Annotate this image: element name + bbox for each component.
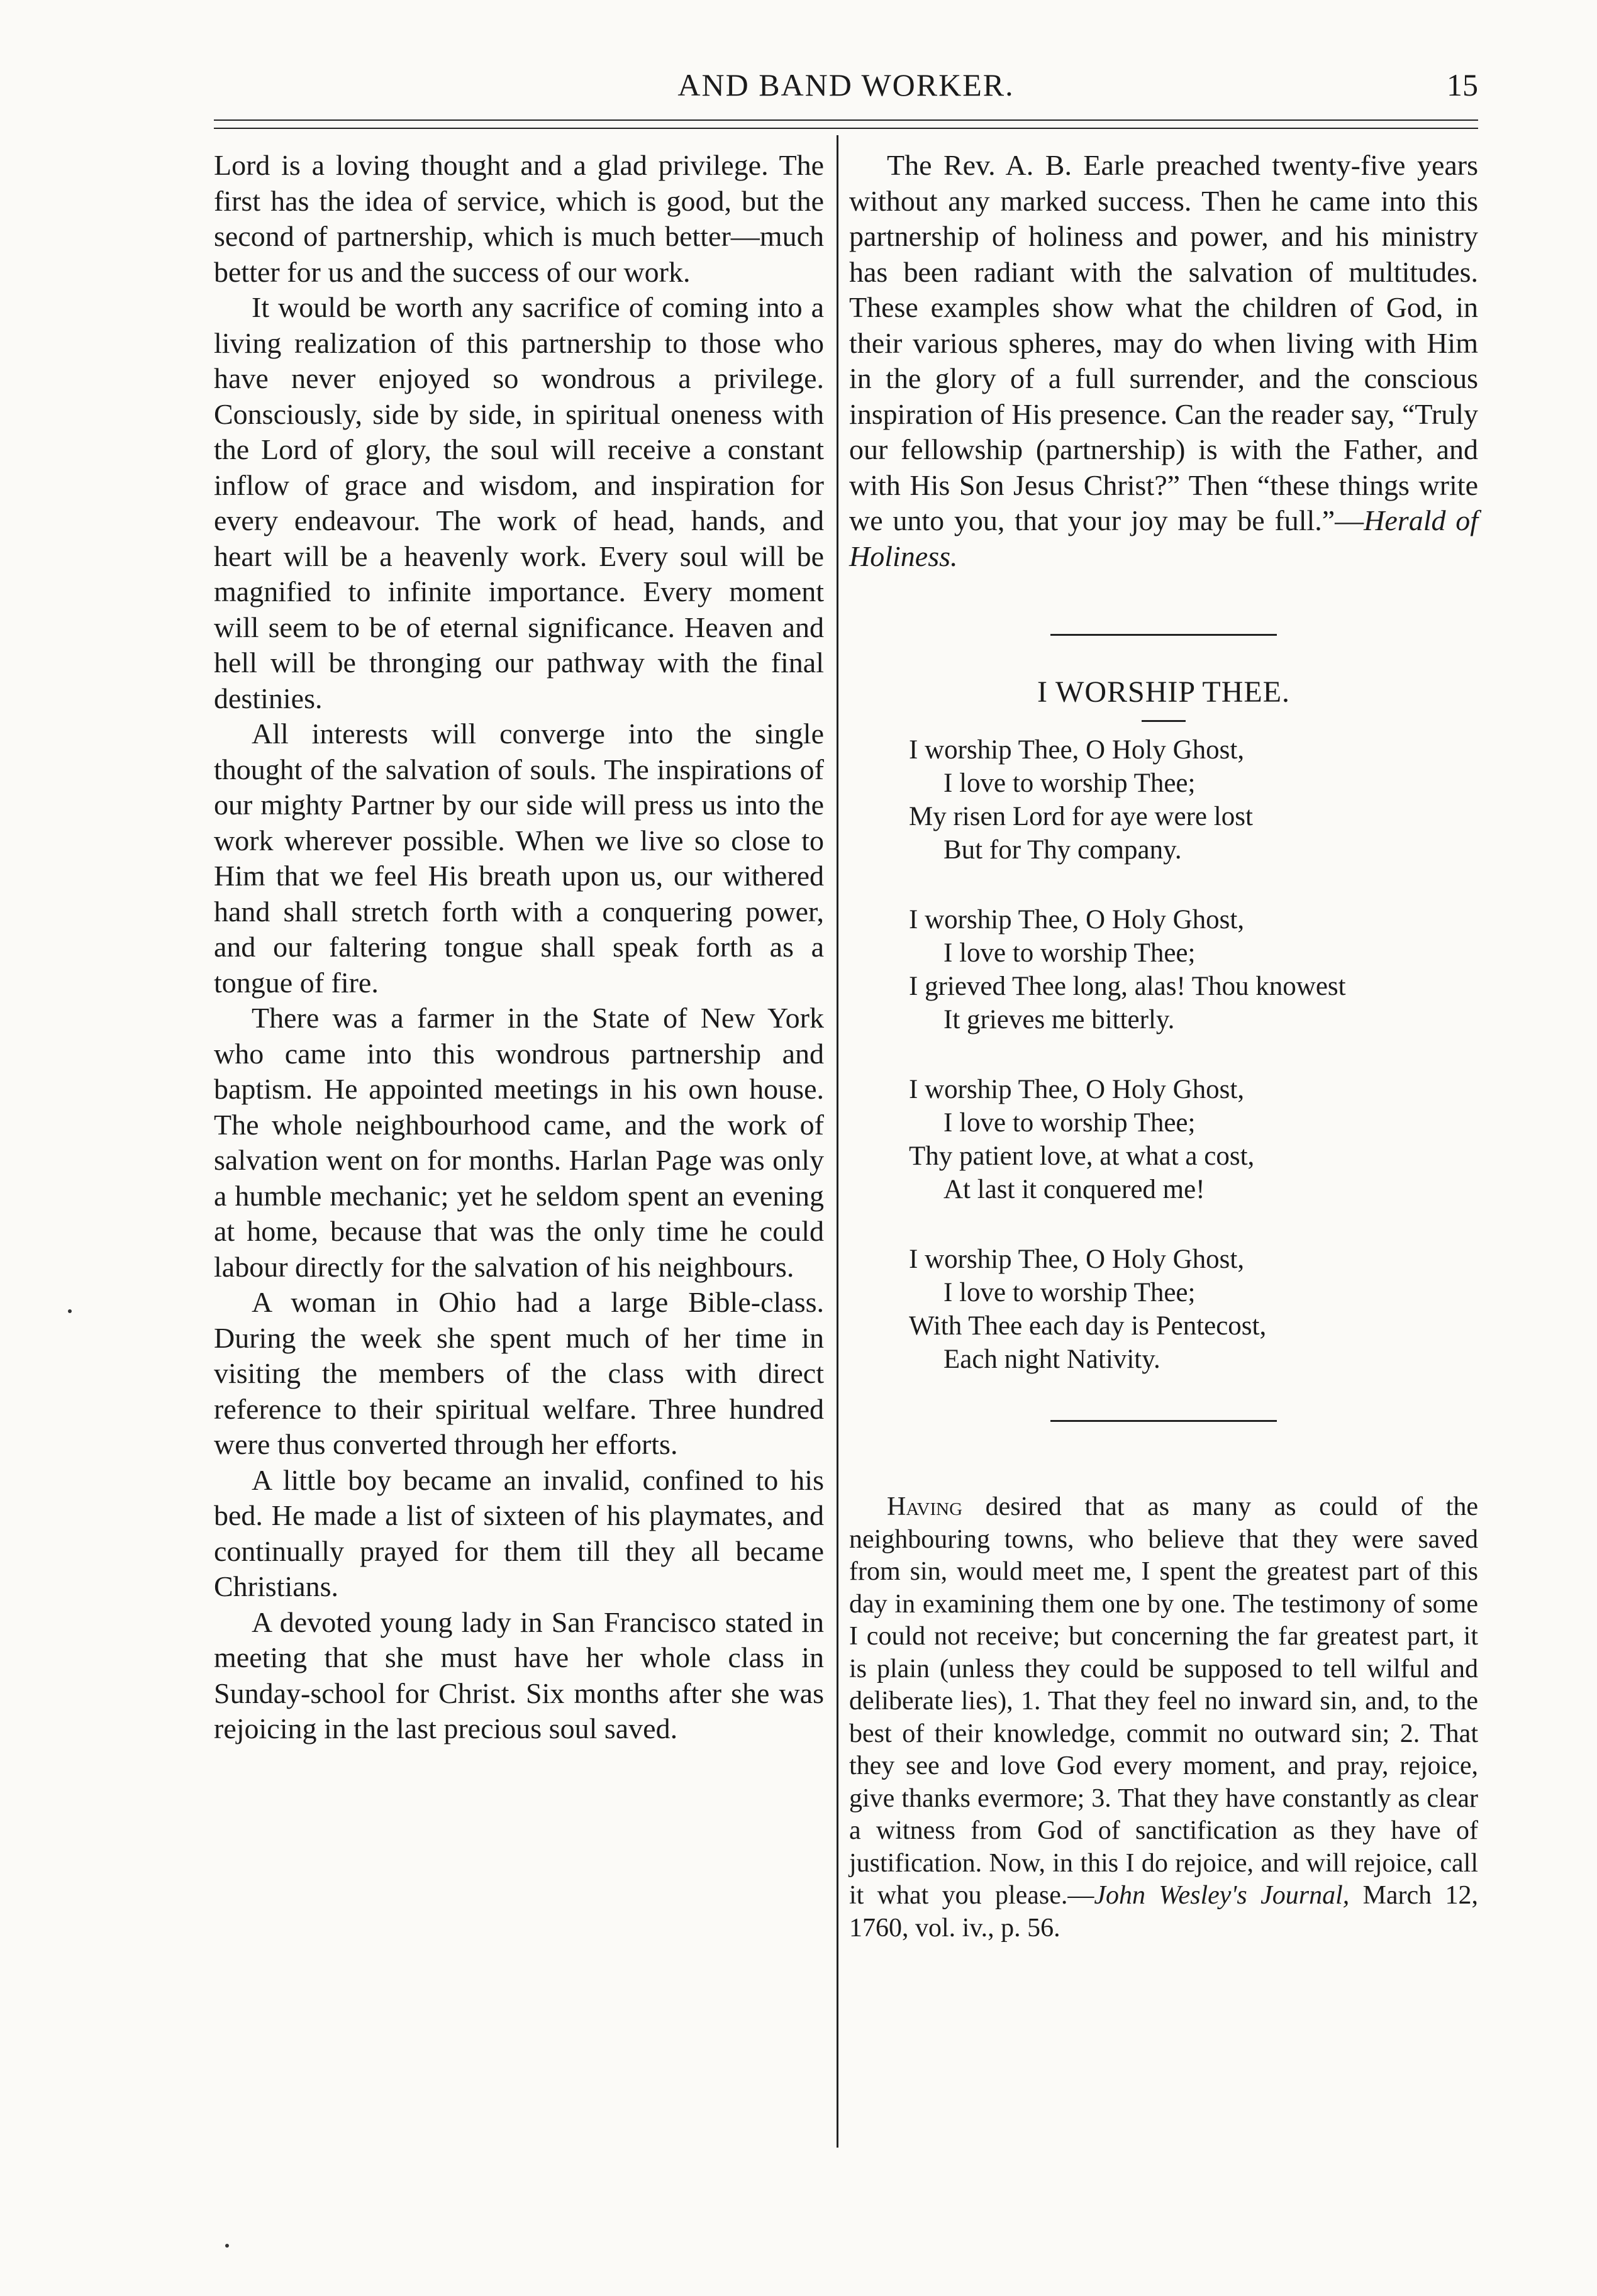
wesley-extract: [849, 1491, 1478, 1944]
poem-line: I love to worship Thee;: [943, 1278, 1196, 1307]
column-divider: [837, 135, 838, 2148]
poem-line: But for Thy company.: [943, 835, 1182, 865]
page-number: 15: [1447, 67, 1478, 103]
source-author: John Wesley's: [1094, 1881, 1247, 1910]
source-citation: Herald of Holiness.: [849, 504, 1478, 572]
poem-title-rule: [1142, 720, 1186, 722]
poem-line: I love to worship Thee;: [943, 938, 1196, 968]
source-details: March 12, 1760, vol. iv., p. 56.: [849, 1881, 1479, 1943]
header-rule-lower: [214, 128, 1478, 129]
poem-line: I love to worship Thee;: [943, 1108, 1196, 1138]
poem-line: It grieves me bitterly.: [943, 1005, 1175, 1034]
stanza: [909, 1073, 1478, 1206]
paragraph: It would be worth any sacrifice of coming into a living realization of this partnership to those who have never enjoyed so wondrous a privilege. Consciously, side by side, in spiritual oneness with the Lord of glory, the soul will receive a constant inflow of grace and wisdom, and inspiration for every endeavour. The work of head, hands, and heart will be a heavenly work. Every soul will be magnified to infinite importance. Every moment will seem to be of eternal significance. Heaven and hell will be thronging our pathway with the final destinies.: [214, 291, 824, 714]
poem-line: Each night Nativity.: [943, 1345, 1160, 1374]
paragraph-text: The Rev. A. B. Earle preached twenty-five years without any marked success. Then he came into this partnership of holiness and power, and his ministry has been radiant with the salvation of multitudes. These examples show what the children of God, in their various spheres, may do when living with Him in the glory of a full surrender, and the conscious inspiration of His presence. Can the reader say, “Truly our fellowship (partnership) is with the Father, and with His Son Jesus Christ?” Then “these things write we unto you, that your joy may be full.”—: [849, 149, 1478, 536]
poem-line: Thy patient love, at what a cost,: [909, 1141, 1255, 1171]
paragraph: Lord is a loving thought and a glad privilege. The first has the idea of service, which is good, but the second of partnership, which is much better—much better for us and the success of our work.: [214, 149, 824, 288]
poem-line: With Thee each day is Pentecost,: [909, 1311, 1267, 1341]
poem-line: I worship Thee, O Holy Ghost,: [909, 905, 1245, 934]
poem-line: At last it conquered me!: [943, 1175, 1205, 1204]
paragraph: A devoted young lady in San Francisco stated in meeting that she must have her whole class in Sunday-school for Christ. Six months after she was rejoicing in the last precious soul saved.: [214, 1606, 824, 1744]
paragraph: All interests will converge into the single thought of the salvation of souls. The inspirations of our mighty Partner by our side will press us into the work wherever possible. When we live so close to Him that we feel His breath upon us, our withered hand shall stretch forth with a conquering power, and our faltering tongue shall speak forth as a tongue of fire.: [214, 718, 824, 999]
poem-line: I worship Thee, O Holy Ghost,: [909, 1075, 1245, 1104]
section-rule: [1050, 634, 1277, 636]
print-speck: [225, 2244, 229, 2248]
poem-line: I love to worship Thee;: [943, 768, 1196, 798]
extract-lead-word: Having: [887, 1492, 963, 1521]
right-column: [849, 148, 1478, 1944]
poem-line: My risen Lord for aye were lost: [909, 802, 1253, 831]
source-work: Journal,: [1260, 1881, 1350, 1910]
paragraph-earle: [849, 148, 1478, 574]
poem-title: I WORSHIP THEE.: [1037, 675, 1291, 709]
extract-text: desired that as many as could of the neighbouring towns, who believe that they were saved from sin, would meet me, I spent the greatest part of this day in examining them one by one. The testimony of some I could not receive; but concerning the far greatest part, it is plain (unless they could be supposed to tell wilful and deliberate lies), 1. That they feel no inward sin, and, to the best of their knowledge, commit no outward sin; 2. That they see and love God every moment, and pray, rejoice, give thanks evermore; 3. That they have constantly as clear a witness from God of sanctification as they have of justification. Now, in this I do rejoice, and will rejoice, call it what you please.—: [849, 1492, 1478, 1910]
poem-line: I worship Thee, O Holy Ghost,: [909, 1245, 1245, 1274]
print-speck: [68, 1309, 72, 1313]
poem-line: I grieved Thee long, alas! Thou knowest: [909, 972, 1346, 1001]
paragraph: There was a farmer in the State of New York who came into this wondrous partnership and baptism. He appointed meetings in his own house. The whole neighbourhood came, and the work of salvation went on for months. Harlan Page was only a humble mechanic; yet he seldom spent an evening at home, because that was the only time he could labour directly for the salvation of his neighbours.: [214, 1002, 824, 1283]
paragraph: A woman in Ohio had a large Bible-class. During the week she spent much of her time in visiting the members of the class with direct reference to their spiritual welfare. Three hundred were thus converted through her efforts.: [214, 1286, 824, 1460]
stanza: [909, 1243, 1478, 1376]
left-column: [214, 148, 824, 1747]
extract-paragraph: [849, 1491, 1478, 1944]
header-rule-upper: [214, 119, 1478, 121]
paragraph: A little boy became an invalid, confined to his bed. He made a list of sixteen of his playmates, and continually prayed for them till they all became Christians.: [214, 1463, 824, 1602]
stanza: [909, 903, 1478, 1036]
poem-line: I worship Thee, O Holy Ghost,: [909, 735, 1245, 765]
running-title: AND BAND WORKER.: [677, 67, 1015, 103]
stanza: [909, 733, 1478, 867]
poem: [849, 733, 1478, 1376]
running-header: [214, 63, 1478, 113]
